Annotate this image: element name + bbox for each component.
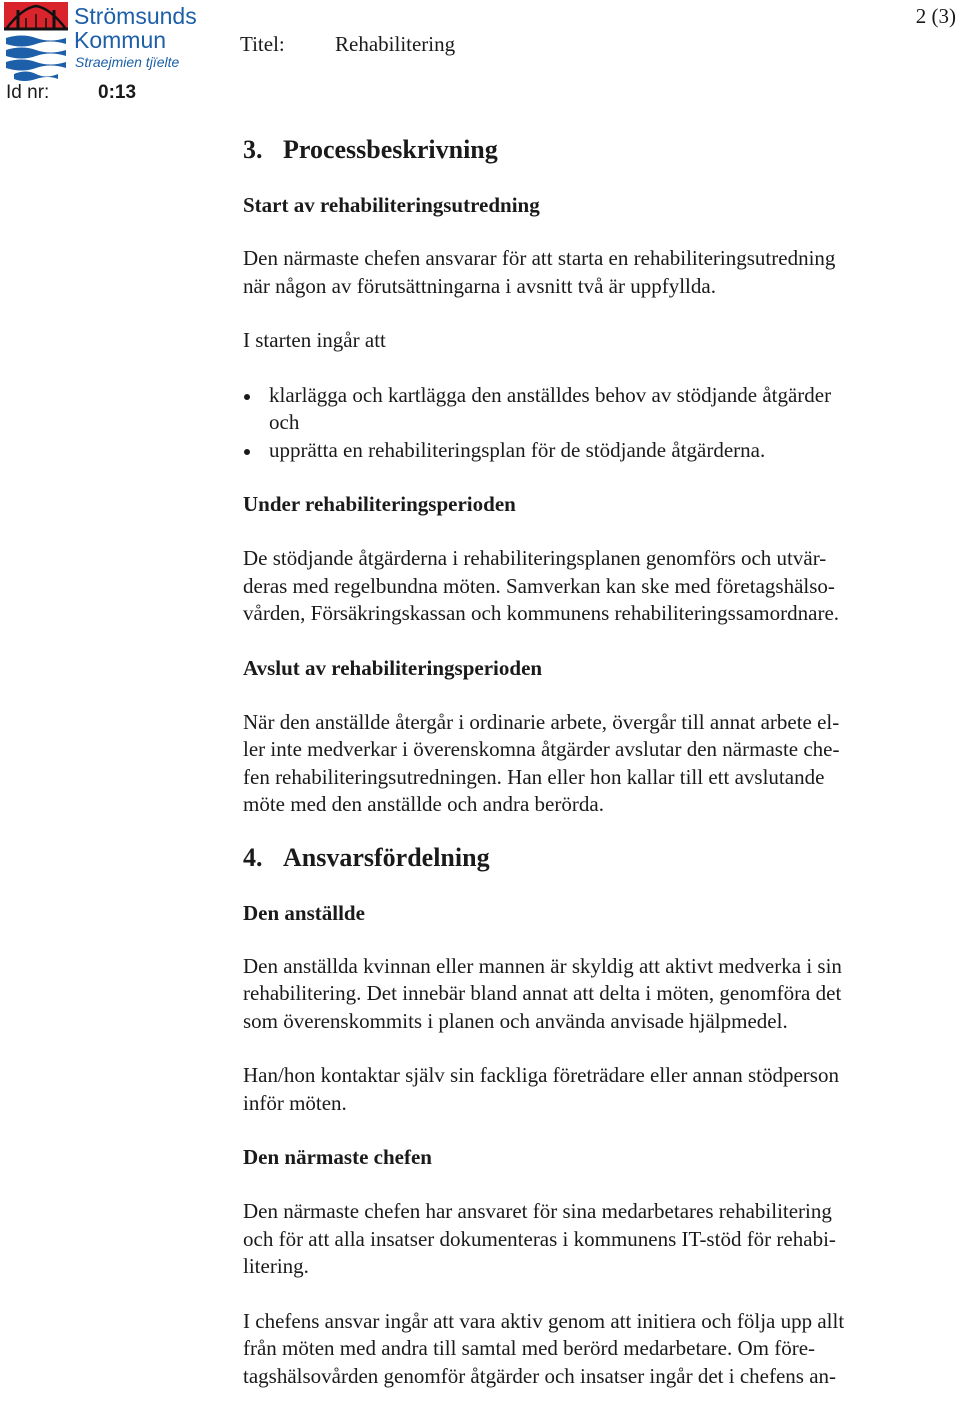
subheading-end: Avslut av rehabiliteringsperioden: [243, 655, 543, 680]
subheading-start: Start av rehabiliteringsutredning: [243, 193, 540, 217]
paragraph: [243, 1062, 948, 1117]
text-line: I chefens ansvar ingår att vara aktiv genom att initiera och följa upp allt: [243, 1308, 845, 1333]
logo-name-line2: Kommun: [74, 27, 167, 53]
text-line: ler inte medverkar i överenskomna åtgärder avslutar den närmaste che-: [243, 737, 840, 761]
paragraph: I starten ingår att: [243, 328, 386, 352]
text-line: tagshälsovården genomför åtgärder och insatser ingår det i chefens an-: [243, 1363, 837, 1388]
text-line: De stödjande åtgärderna i rehabiliteringsplanen genomförs och utvär-: [243, 546, 827, 570]
text-line: litering.: [243, 1254, 309, 1278]
text-line: Den anställda kvinnan eller mannen är skyldig att aktivt medverka i sin: [243, 953, 842, 978]
list-item: [243, 382, 948, 437]
text-line: klarlägga och kartlägga den anställdes behov av stödjande åtgärder: [269, 382, 832, 407]
municipality-logo: [4, 2, 197, 82]
text-line: Den närmaste chefen har ansvaret för sina medarbetares rehabilitering: [243, 1199, 832, 1223]
section-heading-3: [243, 133, 948, 169]
id-value: 0:13: [98, 82, 137, 103]
text-line: som överenskommits i planen och använda anvisade hjälpmedel.: [243, 1008, 788, 1033]
text-line: deras med regelbundna möten. Samverkan kan ske med företagshälso-: [243, 573, 835, 598]
paragraph: [243, 545, 948, 628]
paragraph: [243, 1198, 948, 1281]
logo-name-line1: Strömsunds: [74, 3, 197, 29]
paragraph: [243, 245, 948, 300]
section-number: 4.: [243, 842, 263, 872]
title-label: Titel:: [240, 32, 285, 56]
section-number: 3.: [243, 135, 263, 164]
id-label: Id nr:: [6, 82, 50, 103]
subheading-employee: Den anställde: [243, 900, 365, 925]
section-title: Ansvarsfördelning: [283, 842, 490, 872]
subheading-during: Under rehabiliteringsperioden: [243, 492, 516, 516]
text-line: inför möten.: [243, 1090, 347, 1115]
text-line: från möten med andra till samtal med berörd medarbetare. Om före-: [243, 1336, 816, 1360]
section-heading-4: [243, 841, 948, 877]
logo-subtitle: Straejmien tjïelte: [75, 54, 180, 70]
bullet-list: [243, 382, 948, 465]
subheading-manager: Den närmaste chefen: [243, 1145, 432, 1169]
paragraph: [243, 953, 948, 1036]
text-line: och: [269, 410, 300, 434]
text-line: Den närmaste chefen ansvarar för att starta en rehabiliteringsutredning: [243, 246, 836, 270]
paragraph: [243, 1308, 948, 1391]
title-value: Rehabilitering: [335, 32, 456, 56]
text-line: när någon av förutsättningarna i avsnitt två är uppfyllda.: [243, 273, 716, 298]
text-line: fen rehabiliteringsutredningen. Han eller hon kallar till ett avslutande: [243, 764, 825, 789]
section-title: Processbeskrivning: [283, 135, 498, 164]
text-line: När den anställde återgår i ordinarie arbete, övergår till annat arbete el-: [243, 709, 840, 734]
paragraph: [243, 709, 948, 819]
bridge-logo-icon: [4, 2, 70, 82]
text-line: och för att alla insatser dokumenteras i kommunens IT-stöd för rehabi-: [243, 1226, 836, 1251]
page-number: 2 (3): [915, 4, 956, 28]
text-line: vården, Försäkringskassan och kommunens rehabiliteringssamordnare.: [243, 601, 840, 625]
text-line: Han/hon kontaktar själv sin fackliga företrädare eller annan stödperson: [243, 1063, 839, 1087]
document-body: [243, 133, 948, 1390]
text-line: möte med den anställde och andra berörda.: [243, 792, 604, 816]
text-line: upprätta en rehabiliteringsplan för de stödjande åtgärderna.: [269, 437, 766, 462]
list-item: [243, 437, 948, 465]
text-line: rehabilitering. Det innebär bland annat att delta i möten, genomföra det: [243, 981, 842, 1005]
